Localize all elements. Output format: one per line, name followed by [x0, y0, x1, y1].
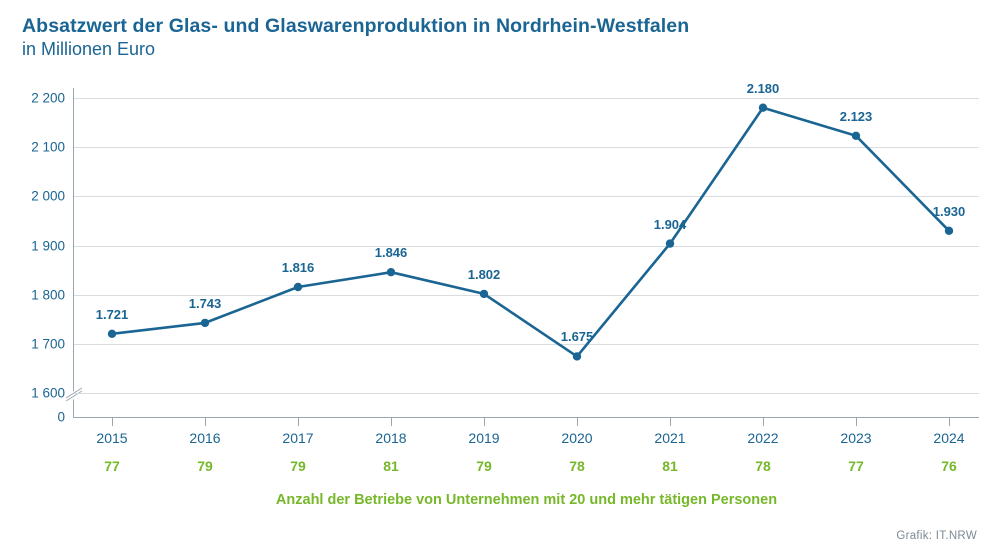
x-tick: [298, 418, 299, 426]
x-tick: [856, 418, 857, 426]
secondary-axis-value: 79: [290, 458, 306, 474]
data-point: [480, 290, 488, 298]
data-point: [108, 330, 116, 338]
data-point: [666, 239, 674, 247]
plot-area: [31, 80, 979, 425]
data-point-label: 1.816: [281, 260, 315, 275]
data-point-label: 1.846: [374, 245, 408, 261]
secondary-axis-value: 81: [662, 458, 678, 474]
series-line: [112, 108, 949, 357]
secondary-axis-value: 78: [755, 458, 771, 474]
data-point: [573, 352, 581, 360]
secondary-axis-value: 76: [941, 458, 957, 474]
y-tick-label: 2 200: [31, 90, 65, 106]
secondary-axis-caption: Anzahl der Betriebe von Unternehmen mit 20 und mehr tätigen Personen: [275, 492, 778, 508]
x-tick: [205, 418, 206, 426]
x-tick: [484, 418, 485, 426]
x-tick-label: 2017: [282, 430, 314, 446]
x-tick-label: 2019: [468, 430, 500, 446]
x-tick: [670, 418, 671, 426]
line-series: [74, 88, 979, 418]
x-tick-label: 2020: [561, 430, 593, 446]
y-tick-label: 1 600: [31, 385, 65, 401]
x-tick-label: 2021: [654, 430, 686, 446]
data-point-label: 2.123: [839, 108, 873, 124]
data-point-label: 1.675: [560, 329, 594, 345]
data-point: [759, 104, 767, 112]
y-tick-label: 1 900: [31, 238, 65, 254]
secondary-axis-value: 77: [848, 458, 864, 474]
y-tick-label: 2 100: [31, 139, 65, 155]
secondary-axis-value: 79: [197, 458, 213, 474]
secondary-axis-value: 77: [104, 458, 120, 474]
x-tick-label: 2018: [375, 430, 407, 446]
data-point: [294, 283, 302, 291]
x-tick-label: 2023: [840, 430, 872, 446]
x-tick: [763, 418, 764, 426]
secondary-axis-value: 81: [383, 458, 399, 474]
y-tick-label: 2 000: [31, 188, 65, 204]
data-point-label: 1.802: [467, 266, 501, 282]
data-point-label: 2.180: [746, 80, 780, 96]
data-point: [852, 132, 860, 140]
data-point-label: 1.930: [932, 203, 966, 219]
x-tick: [112, 418, 113, 426]
secondary-axis-value: 79: [476, 458, 492, 474]
x-axis: [74, 418, 979, 538]
x-tick-label: 2016: [189, 430, 221, 446]
x-tick-label: 2015: [96, 430, 128, 446]
data-point: [387, 268, 395, 276]
y-tick-label: 1 800: [31, 287, 65, 303]
x-tick-label: 2022: [747, 430, 779, 446]
data-point: [945, 227, 953, 235]
title-block: [22, 14, 962, 61]
data-point-label: 1.904: [653, 216, 687, 232]
y-tick-label: 1 700: [31, 336, 65, 352]
credit-label: Grafik: IT.NRW: [896, 530, 977, 542]
x-tick: [949, 418, 950, 426]
page-subtitle: in Millionen Euro: [22, 39, 156, 59]
data-point-label: 1.743: [188, 295, 222, 311]
data-point: [201, 319, 209, 327]
x-tick-label: 2024: [933, 430, 965, 446]
y-tick-label-zero: 0: [57, 409, 65, 425]
x-tick: [391, 418, 392, 426]
secondary-axis-value: 78: [569, 458, 585, 474]
data-point-label: 1.721: [95, 306, 129, 322]
page-title: Absatzwert der Glas- und Glaswarenproduktion in Nordrhein-Westfalen: [22, 15, 690, 37]
x-tick: [577, 418, 578, 426]
